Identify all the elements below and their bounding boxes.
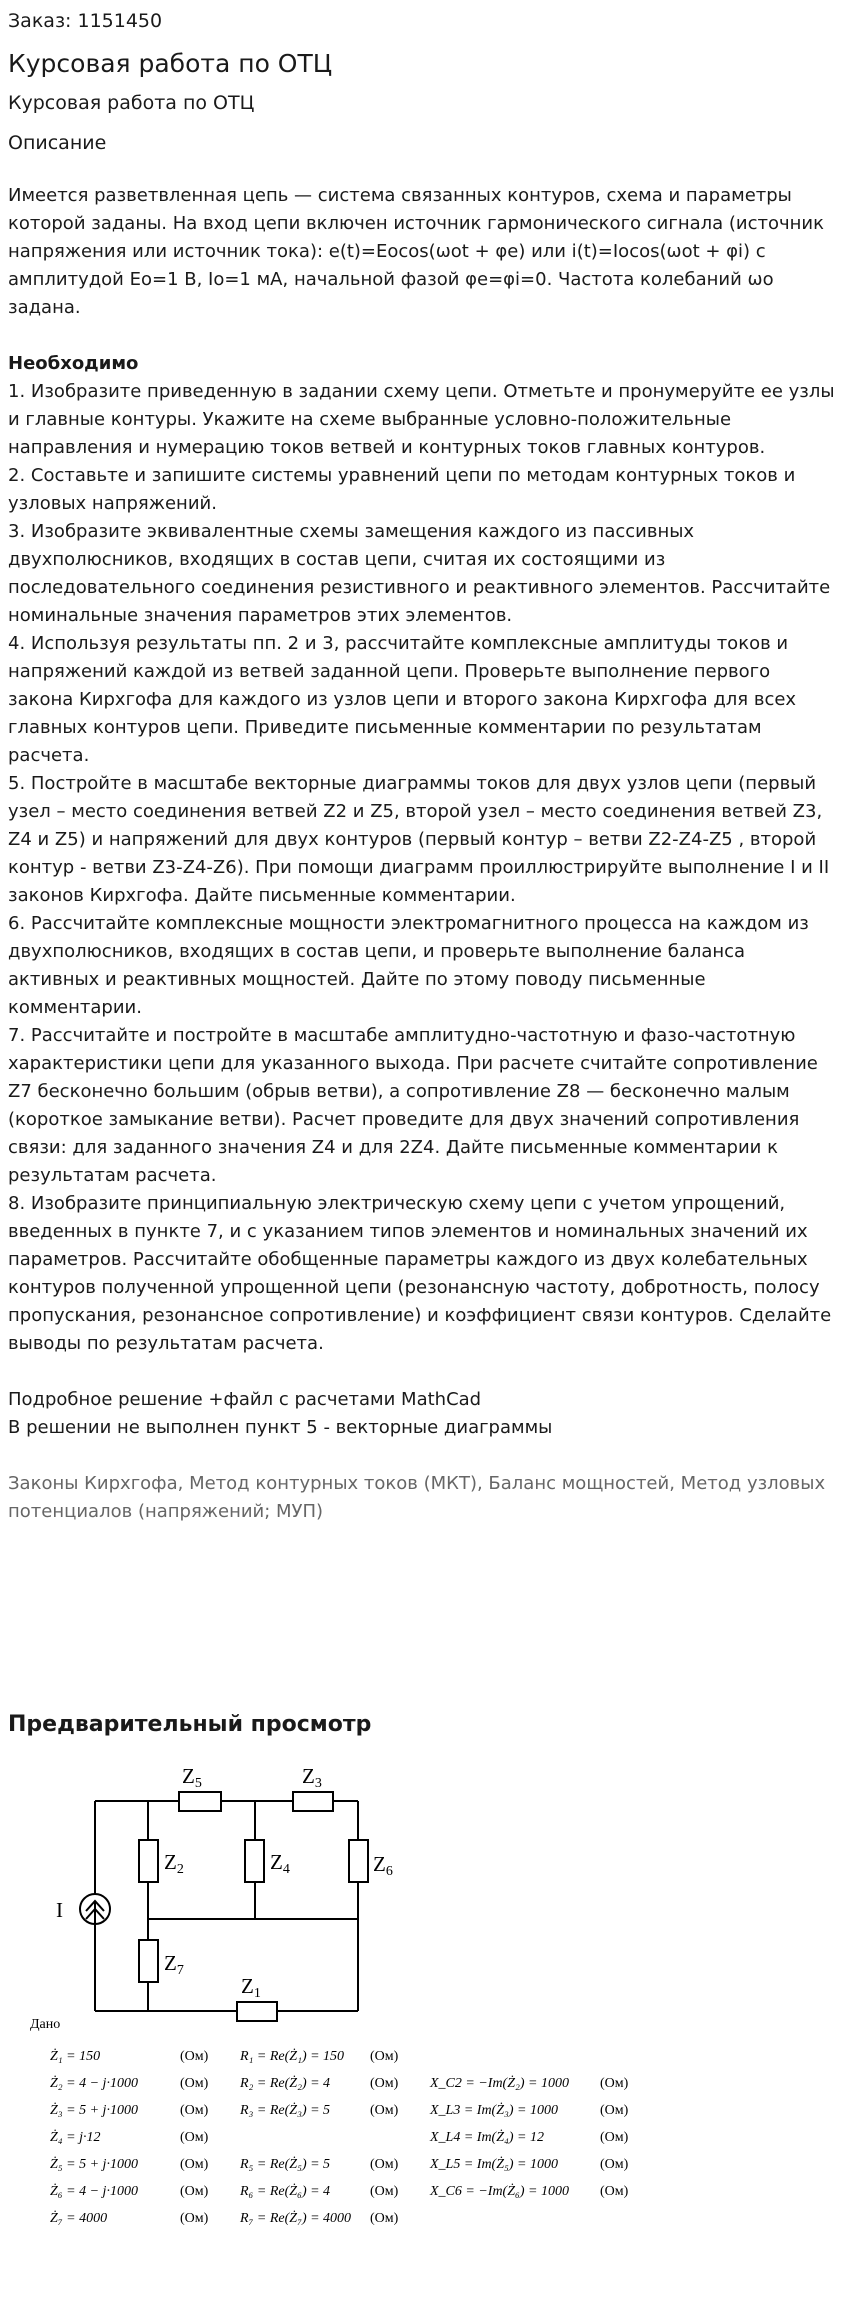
- task-5: 5. Постройте в масштабе векторные диаграммы токов для двух узлов цепи (первый узел – место соединения ветвей Z2 и Z5, второй узел – место соединения ветвей Z3, Z4 и Z5) и напряжений для двух контуров (первый контур – ветви Z2-Z4-Z5 , второй контур - ветви Z3-Z4-Z6). При помощи диаграмм проиллюстрируйте выполнение I и II законов Кирхгофа. Дайте письменные комментарии.: [8, 773, 830, 906]
- given-cell: (Ом): [180, 2211, 209, 2226]
- given-cell: X_L4 = Im(Ż₄) = 12: [430, 2130, 544, 2145]
- z2-label: Z: [164, 1850, 177, 1874]
- order-number: Заказ: 1151450: [8, 10, 163, 32]
- task-1: 1. Изобразите приведенную в задании схему цепи. Отметьте и пронумеруйте ее узлы и главные контуры. Укажите на схеме выбранные условно-положительные направления и нумерацию токов ветвей и контурных токов главных контуров.: [8, 381, 835, 458]
- z6-label: Z: [373, 1852, 386, 1876]
- svg-text:Z6: Z6: [373, 1852, 393, 1879]
- given-cell: (Ом): [370, 2184, 399, 2199]
- task-2: 2. Составьте и запишите системы уравнений цепи по методам контурных токов и узловых напряжений.: [8, 465, 796, 514]
- given-cell: R₇ = Re(Ż₇) = 4000: [240, 2211, 352, 2226]
- z4-resistor: [245, 1840, 264, 1882]
- given-cell: (Ом): [600, 2076, 629, 2091]
- z3-label: Z: [302, 1764, 315, 1788]
- circuit-diagram: [0, 1745, 847, 2025]
- svg-text:Z7: Z7: [164, 1951, 184, 1978]
- svg-text:Z5: Z5: [182, 1764, 202, 1791]
- note-solution: Подробное решение +файл с расчетами MathCad: [8, 1389, 482, 1410]
- given-cell: (Ом): [600, 2130, 629, 2145]
- given-cell: Ż₃ = 5 + j·1000: [50, 2103, 138, 2118]
- given-cell: (Ом): [180, 2103, 209, 2118]
- given-cell: (Ом): [370, 2076, 399, 2091]
- given-cell: X_L3 = Im(Ż₃) = 1000: [430, 2103, 558, 2118]
- given-cell: (Ом): [180, 2049, 209, 2064]
- z7-label: Z: [164, 1951, 177, 1975]
- given-cell: (Ом): [370, 2211, 399, 2226]
- given-cell: R₅ = Re(Ż₅) = 5: [240, 2157, 331, 2172]
- z4-label: Z: [270, 1850, 283, 1874]
- task-3: 3. Изобразите эквивалентные схемы замещения каждого из пассивных двухполюсников, входящих в состав цепи, считая их состоящими из последовательного соединения резистивного и реактивного элементов. Рассчитайте номинальные значения параметров этих элементов.: [8, 521, 831, 626]
- given-cell: Ż₂ = 4 − j·1000: [50, 2076, 138, 2091]
- svg-text:Z3: Z3: [302, 1764, 322, 1791]
- tag-link[interactable]: Метод контурных токов (МКТ): [189, 1473, 477, 1494]
- z5-label: Z: [182, 1764, 195, 1788]
- z1-label: Z: [241, 1974, 254, 1998]
- current-source-icon: [80, 1894, 110, 1924]
- tag-link[interactable]: Баланс мощностей: [488, 1473, 670, 1494]
- given-cell: R₂ = Re(Ż₂) = 4: [240, 2076, 331, 2091]
- svg-text:Z2: Z2: [164, 1850, 184, 1877]
- given-cell: (Ом): [370, 2157, 399, 2172]
- given-cell: R₁ = Re(Ż₁) = 150: [240, 2049, 345, 2064]
- tag-list: Законы Кирхгофа, Метод контурных токов (МКТ), Баланс мощностей, Метод узловых потенциалов (напряжений; МУП): [8, 1473, 826, 1522]
- given-cell: X_C6 = −Im(Ż₆) = 1000: [430, 2184, 569, 2199]
- given-cell: (Ом): [600, 2157, 629, 2172]
- given-cell: (Ом): [180, 2076, 209, 2091]
- given-cell: Ż₁ = 150: [50, 2049, 101, 2064]
- preview-heading: Предварительный просмотр: [8, 1712, 372, 1737]
- page-title: Курсовая работа по ОТЦ: [8, 49, 333, 78]
- tag-link[interactable]: Законы Кирхгофа: [8, 1473, 178, 1494]
- svg-text:Z4: Z4: [270, 1850, 290, 1877]
- z6-resistor: [349, 1840, 368, 1882]
- given-cell: R₃ = Re(Ż₃) = 5: [240, 2103, 331, 2118]
- given-cell: (Ом): [600, 2103, 629, 2118]
- task-6: 6. Рассчитайте комплексные мощности электромагнитного процесса на каждом из двухполюсников, входящих в состав цепи, и проверьте выполнение баланса активных и реактивных мощностей. Дайте по этому поводу письменные комментарии.: [8, 913, 809, 1018]
- given-cell: X_L5 = Im(Ż₅) = 1000: [430, 2157, 558, 2172]
- given-cell: X_C2 = −Im(Ż₂) = 1000: [430, 2076, 569, 2091]
- page-content: [8, 8, 840, 1526]
- given-cell: Ż₇ = 4000: [50, 2211, 108, 2226]
- given-table: [0, 2010, 847, 2300]
- task-4: 4. Используя результаты пп. 2 и 3, рассчитайте комплексные амплитуды токов и напряжений каждой из ветвей заданной цепи. Проверьте выполнение первого закона Кирхгофа для каждого из узлов цепи и второго закона Кирхгофа для всех главных контуров цепи. Приведите письменные комментарии по результатам расчета.: [8, 633, 797, 766]
- source-label: I: [56, 1898, 63, 1922]
- given-cell: Ż₅ = 5 + j·1000: [50, 2157, 138, 2172]
- given-cell: (Ом): [600, 2184, 629, 2199]
- z7-resistor: [139, 1940, 158, 1982]
- tag-link[interactable]: Метод узловых потенциалов (напряжений; МУП): [8, 1473, 826, 1522]
- given-cell: (Ом): [180, 2157, 209, 2172]
- svg-text:Z1: Z1: [241, 1974, 261, 2001]
- z5-resistor: [179, 1792, 221, 1811]
- intro-text: Имеется разветвленная цепь — система связанных контуров, схема и параметры которой заданы. На вход цепи включен источник гармонического сигнала (источник напряжения или источник тока): e(t)=Eocos(ωot + φe) или i(t)=Iocos(ωot + φi) с амплитудой Eo=1 В, Io=1 мА, начальной фазой φe=φi=0. Частота колебаний ωo задана.: [8, 185, 824, 318]
- task-8: 8. Изобразите принципиальную электрическую схему цепи с учетом упрощений, введенных в пункте 7, и с указанием типов элементов и номинальных значений их параметров. Рассчитайте обобщенные параметры каждого из двух колебательных контуров полученной упрощенной цепи (резонансную частоту, добротность, полосу пропускания, резонансное сопротивление) и коэффициент связи контуров. Сделайте выводы по результатам расчета.: [8, 1193, 832, 1354]
- task-7: 7. Рассчитайте и постройте в масштабе амплитудно-частотную и фазо-частотную характеристики цепи для указанного выхода. При расчете считайте сопротивление Z7 бесконечно большим (обрыв ветви), а сопротивление Z8 — бесконечно малым (короткое замыкание ветви). Расчет проведите для двух значений сопротивления связи: для заданного значения Z4 и для 2Z4. Дайте письменные комментарии к результатам расчета.: [8, 1025, 818, 1186]
- z3-resistor: [293, 1792, 333, 1811]
- given-cell: (Ом): [370, 2049, 399, 2064]
- given-heading: Дано: [30, 2017, 61, 2032]
- given-cell: R₆ = Re(Ż₆) = 4: [240, 2184, 331, 2199]
- given-cell: (Ом): [370, 2103, 399, 2118]
- note-missing: В решении не выполнен пункт 5 - векторные диаграммы: [8, 1417, 553, 1438]
- given-cell: (Ом): [180, 2130, 209, 2145]
- page-subtitle: Курсовая работа по ОТЦ: [8, 92, 255, 114]
- description-heading: Описание: [8, 132, 107, 154]
- required-heading: Необходимо: [8, 353, 139, 374]
- z2-resistor: [139, 1840, 158, 1882]
- given-cell: Ż₄ = j·12: [50, 2130, 101, 2145]
- given-cell: Ż₆ = 4 − j·1000: [50, 2184, 138, 2199]
- given-cell: (Ом): [180, 2184, 209, 2199]
